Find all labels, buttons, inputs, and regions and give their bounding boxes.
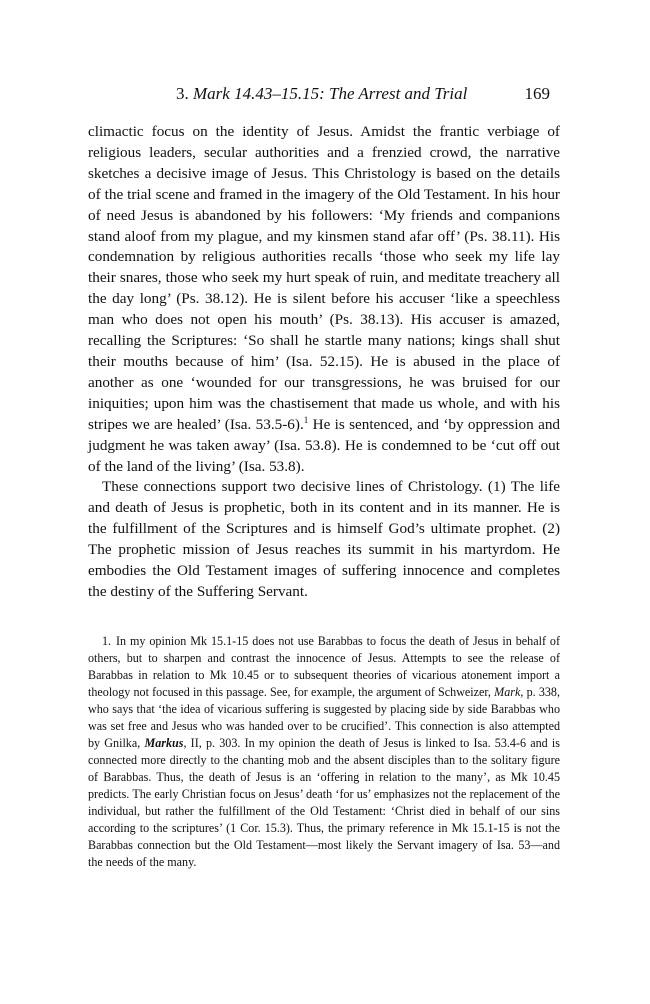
footnote-text-1: In my opinion Mk 15.1-15 does not use Barabbas to focus the death of Jesus in behalf of others, but to sharpen and contrast the innocence of Jesus. Attempts to see the release of Barabbas in relation to Mk 10.45 or to subsequent theories of vicarious atonement import a theology not focused in this passage. See, for example, the argument of Schweizer, xyxy=(88,633,560,699)
paragraph-2: These connections support two decisive lines of Christology. (1) The life and death of Jesus is prophetic, both in its content and in its manner. He is the fulfillment of the Scriptures and is himself God’s ultimate prophet. (2) The prophetic mission of Jesus reaches its summit in his martyrdom. He embodies the Old Testament images of suffering innocence and completes the destiny of the Suffering Servant. xyxy=(88,478,560,600)
footnote-title-markus: Markus xyxy=(144,735,184,750)
paragraph-1 xyxy=(88,122,560,477)
chapter-number: 3. xyxy=(176,84,193,103)
paragraph-1-part-2: He is sentenced, and ‘by oppression and judgment he was taken away’ (Isa. 53.8). He is condemned to be ‘cut off out of the land of the living’ (Isa. 53.8). xyxy=(88,415,561,475)
page-number: 169 xyxy=(524,84,550,103)
footnote-number: 1. xyxy=(102,633,112,648)
main-text xyxy=(88,122,560,603)
book-page xyxy=(88,82,560,871)
footnotes xyxy=(88,633,560,871)
footnote-reference: 1 xyxy=(303,414,309,425)
chapter-title: Mark 14.43–15.15: The Arrest and Trial xyxy=(193,84,468,103)
footnote-title-mark: Mark xyxy=(494,684,521,699)
footnote-text-2: , p. 338, who says that ‘the idea of vicarious suffering is suggested by placing side by side Barabbas who was set free and Jesus who was handed over to be crucified’. This connection is also attempted by Gnilka, xyxy=(88,684,560,750)
footnote-text-3: , II, p. 303. In my opinion the death of Jesus is linked to Isa. 53.4-6 and is connected more directly to the chanting mob and the absent disciples than to the solitary figure of Barabbas. Thus, the death of Jesus is an ‘offering in relation to the many’, as Mk 10.45 predicts. The early Christian focus on Jesus’ death ‘for us’ emphasizes not the replacement of the individual, but rather the fulfillment of the Old Testament: ‘Christ died in behalf of our sins according to the scriptures’ (1 Cor. 15.3). Thus, the primary reference in Mk 15.1-15 is not the Barabbas connection but the Old Testament—most likely the Servant imagery of Isa. 53—and the needs of the many. xyxy=(88,735,560,869)
running-title xyxy=(176,82,467,106)
running-head xyxy=(88,82,560,106)
paragraph-1-part-1: climactic focus on the identity of Jesus. Amidst the frantic verbiage of religious leaders, secular authorities and a frenzied crowd, the narrative sketches a decisive image of Jesus. This Christology is based on the details of the trial scene and framed in the imagery of the Old Testament. In his hour of need Jesus is abandoned by his followers: ‘My friends and companions stand aloof from my plague, and my kinsmen stand afar off’ (Ps. 38.11). His condemnation by religious authorities recalls ‘those who seek my life lay their snares, those who seek my hurt speak of ruin, and meditate treachery all the day long’ (Ps. 38.12). He is silent before his accuser ‘like a speechless man who does not open his mouth’ (Ps. 38.13). His accuser is amazed, recalling the Scriptures: ‘So shall he startle many nations; kings shall shut their mouths because of him’ (Isa. 52.15). He is abused in the place of another as one ‘wounded for our transgressions, he was bruised for our iniquities; upon him was the chastisement that made us whole, and with his stripes we are healed’ (Isa. 53.5-6). xyxy=(88,123,560,433)
footnote-1 xyxy=(88,633,560,871)
